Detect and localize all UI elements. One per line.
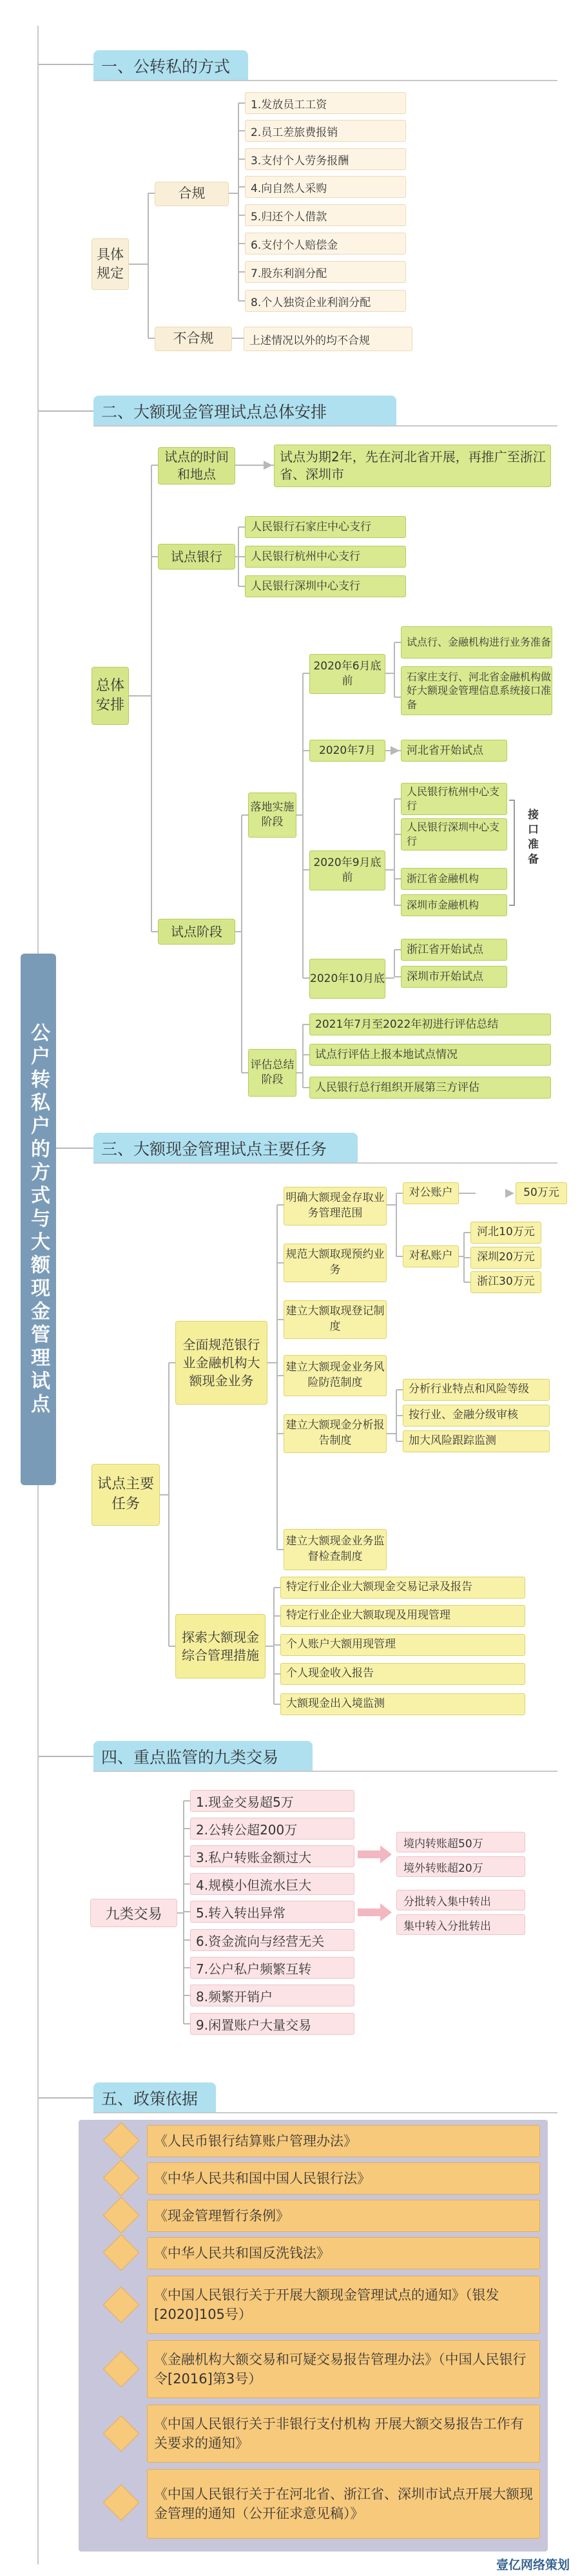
section-3-title: 三、大额现金管理试点主要任务	[101, 1140, 327, 1158]
section-3-header	[93, 1133, 358, 1164]
s2-oct-item: 浙江省开始试点	[401, 939, 507, 961]
s2-eval-item: 人民银行总行组织开展第三方评估	[309, 1077, 551, 1099]
s1-noncompliant-label: 不合规	[155, 327, 232, 351]
s4-category: 九类交易	[90, 1899, 177, 1927]
s2-eval-label: 评估总结阶段	[248, 1049, 296, 1097]
s2-stage-label: 试点阶段	[158, 919, 235, 945]
s1-compliant-item: 7.股东利润分配	[245, 261, 406, 283]
s2-oct-label: 2020年10月底	[309, 959, 385, 999]
s3-a-item: 规范大额取现预约业务	[284, 1244, 387, 1282]
s3-a-item: 建立大额现金业务风险防范制度	[284, 1355, 387, 1396]
s2-sep-item: 深圳市金融机构	[401, 894, 507, 916]
section-1-header	[93, 50, 248, 81]
policy-item: 《中华人民共和国中国人民银行法》	[147, 2162, 540, 2195]
s3-b-item: 大额现金出入境监测	[280, 1693, 525, 1715]
s1-compliant-item: 3.支付个人劳务报酬	[245, 148, 406, 170]
s2-eval-item: 试点行评估上报本地试点情况	[309, 1044, 551, 1066]
s3-b-item: 特定行业企业大额取现及用现管理	[280, 1605, 525, 1627]
policy-item: 《人民币银行结算账户管理办法》	[147, 2125, 540, 2157]
watermark: 壹亿网络策划	[496, 2558, 570, 2572]
s3-scope: 明确大额现金存取业务管理范围	[284, 1187, 387, 1226]
s2-bank-label: 试点银行	[158, 544, 235, 570]
section-2-title: 二、大额现金管理试点总体安排	[101, 403, 327, 421]
s4-sub3-item: 境外转账超20万	[396, 1856, 525, 1877]
policy-item: 《中国人民银行关于开展大额现金管理试点的通知》（银发[2020]105号）	[147, 2276, 540, 2334]
s4-item: 5.转入转出异常	[190, 1901, 354, 1923]
s3-a-item: 建立大额现金分析报告制度	[284, 1414, 387, 1453]
section-4-title: 四、重点监管的九类交易	[101, 1748, 279, 1767]
s2-sep-label: 2020年9月底前	[309, 851, 385, 890]
s3-private-value: 深圳20万元	[470, 1247, 541, 1269]
side-title: 公户转私户的方式与大额现金管理试点	[21, 954, 56, 1485]
s4-item: 1.现金交易超5万	[190, 1790, 354, 1812]
s2-time-label: 试点的时间和地点	[158, 447, 235, 485]
policy-item: 《金融机构大额交易和可疑交易报告管理办法》（中国人民银行令[2016]第3号）	[147, 2340, 540, 2398]
s2-bank-item: 人民银行杭州中心支行	[245, 546, 406, 568]
s2-sep-item: 人民银行杭州中心支行	[401, 783, 507, 815]
s1-compliant-label: 合规	[155, 182, 229, 206]
s2-jun-item: 试点行、金融机构进行业务准备	[401, 626, 552, 658]
policy-item: 《中国人民银行关于非银行支付机构 开展大额交易报告工作有关要求的通知》	[147, 2405, 540, 2463]
s3-b-item: 特定行业企业大额现金交易记录及报告	[280, 1577, 525, 1599]
s2-sep-item: 浙江省金融机构	[401, 868, 507, 890]
section-1-rule	[93, 80, 557, 81]
section-4-header	[93, 1741, 313, 1772]
policy-item: 《现金管理暂行条例》	[147, 2200, 540, 2232]
s3-private-value: 河北10万元	[470, 1222, 541, 1244]
s1-compliant-item: 6.支付个人赔偿金	[245, 233, 406, 255]
s2-jun-label: 2020年6月底前	[309, 654, 385, 694]
s3-a-item: 建立大额取现登记制度	[284, 1300, 387, 1339]
s4-sub5-item: 集中转入分批转出	[396, 1914, 525, 1935]
s3-public-label: 对公账户	[403, 1182, 459, 1204]
section-5-header	[93, 2082, 216, 2113]
s3-public-value: 50万元	[516, 1182, 567, 1204]
policy-item: 《中华人民共和国反洗钱法》	[147, 2237, 540, 2269]
s2-bank-item: 人民银行深圳中心支行	[245, 575, 406, 597]
section-5-rule	[93, 2112, 557, 2113]
s1-category: 具体规定	[92, 238, 129, 290]
s3-a-item: 建立大额现金业务监督检查制度	[284, 1529, 387, 1570]
s4-item: 8.频繁开销户	[190, 1985, 354, 2006]
section-2-rule	[93, 425, 557, 427]
s4-item: 2.公转公超200万	[190, 1818, 354, 1840]
s2-sep-note: 接口准备	[525, 809, 538, 868]
s1-noncompliant-item: 上述情况以外的均不合规	[244, 327, 412, 351]
s4-item: 6.资金流向与经营无关	[190, 1929, 354, 1951]
s3-category: 试点主要任务	[92, 1464, 160, 1526]
s3-private-value: 浙江30万元	[470, 1271, 541, 1293]
section-1-title: 一、公转私的方式	[101, 57, 231, 76]
s1-compliant-item: 4.向自然人采购	[245, 176, 406, 198]
s4-sub5-item: 分批转入集中转出	[396, 1890, 525, 1910]
s2-time-text: 试点为期2年，先在河北省开展，再推广至浙江省、深圳市	[274, 445, 551, 487]
s4-item: 9.闲置账户大量交易	[190, 2013, 354, 2035]
s2-jun-item: 石家庄支行、河北省金融机构做好大额现金管理信息系统接口准备	[401, 666, 552, 715]
section-2-header	[93, 396, 396, 427]
s2-jul-label: 2020年7月	[309, 740, 385, 762]
s3-b-label: 探索大额现金综合管理措施	[175, 1614, 266, 1678]
s3-risk-item: 分析行业特点和风险等级	[403, 1379, 550, 1401]
policy-item: 《中国人民银行关于在河北省、浙江省、深圳市试点开展大额现金管理的通知（公开征求意见稿）》	[147, 2469, 540, 2539]
s3-risk-item: 按行业、金融分级审核	[403, 1405, 550, 1427]
s3-a-label: 全面规范银行业金融机构大额现金业务	[175, 1321, 267, 1405]
s4-item: 7.公户私户频繁互转	[190, 1957, 354, 1979]
s1-compliant-item: 2.员工差旅费报销	[245, 120, 406, 142]
s4-item: 4.规模小但流水巨大	[190, 1873, 354, 1895]
section-5-title: 五、政策依据	[101, 2090, 198, 2108]
s4-item: 3.私户转账金额过大	[190, 1845, 354, 1867]
s2-jul-item: 河北省开始试点	[401, 740, 507, 762]
section-4-rule	[93, 1771, 557, 1772]
s1-compliant-item: 5.归还个人借款	[245, 204, 406, 226]
s4-sub3-item: 境内转账超50万	[396, 1832, 525, 1852]
s2-landing-label: 落地实施阶段	[248, 793, 296, 838]
s2-category: 总体安排	[92, 667, 129, 725]
s2-bank-item: 人民银行石家庄中心支行	[245, 516, 406, 538]
s3-b-item: 个人现金收入报告	[280, 1663, 525, 1685]
s1-compliant-item: 1.发放员工工资	[245, 92, 406, 114]
s1-compliant-item: 8.个人独资企业利润分配	[245, 290, 406, 312]
s3-private-label: 对私账户	[403, 1245, 459, 1267]
section-3-rule	[93, 1162, 557, 1164]
s2-sep-item: 人民银行深圳中心支行	[401, 818, 507, 851]
s3-risk-item: 加大风险跟踪监测	[403, 1430, 550, 1452]
s2-eval-item: 2021年7月至2022年初进行评估总结	[309, 1014, 551, 1035]
s2-sep-brace	[508, 799, 525, 908]
s3-b-item: 个人账户大额用现管理	[280, 1634, 525, 1656]
s2-oct-item: 深圳市开始试点	[401, 966, 507, 988]
